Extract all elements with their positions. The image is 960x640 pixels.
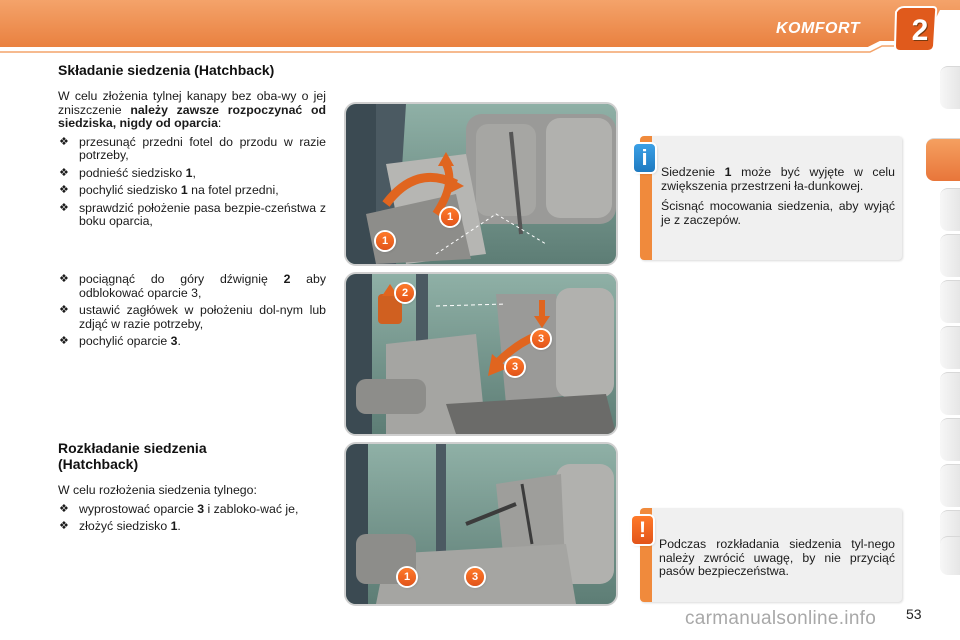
folding-steps-b [58,273,326,349]
chapter-tab-9[interactable] [940,464,960,507]
seat-photo-3 [344,442,618,606]
chapter-tab-8[interactable] [940,418,960,461]
unfolding-steps [58,503,326,534]
list-item [58,184,326,198]
step-text: . [177,519,181,533]
step-text: złożyć siedzisko [79,519,171,533]
list-item [58,304,326,331]
step-ref: 1 [185,165,193,180]
unfolding-title: Rozkładanie siedzenia (Hatchback) [58,440,207,472]
step-text: podnieść siedzisko [79,165,186,180]
folding-section-b [58,273,326,353]
info-ref: 1 [724,165,732,179]
bullet-icon: ❖ [59,166,69,179]
chapter-tab-11[interactable] [940,536,960,575]
watermark: carmanualsonline.info [685,608,877,629]
bullet-icon: ❖ [59,335,69,347]
callout-3b: 3 [466,568,484,586]
step-text: . [177,334,181,348]
page-header [0,0,960,56]
step-text: pociągnąć do góry dźwignię [79,272,284,286]
seat-photo-2 [344,272,618,436]
step-text: na fotel przedni, [187,183,279,197]
warning-text: Podczas rozkładania siedzenia tyl-nego należy zwrócić uwagę, by nie przyciąć pasów bezpieczeństwa. [659,537,895,578]
chapter-tab-5[interactable] [940,280,960,323]
chapter-number: 2 [911,14,929,47]
info-paragraph-1 [661,166,895,193]
chapter-tab-1[interactable] [940,66,960,109]
folding-title: Składanie siedzenia (Hatchback) [58,62,275,78]
step-ref: 3 [170,334,178,348]
page-number: 53 [906,606,922,622]
step-text: sprawdzić położenie pasa bezpie-czeństwa z boku oparcia, [79,200,326,228]
list-item [58,335,326,349]
callout-3a: 1 [398,568,416,586]
intro-text: W celu złożenia tylnej kanapy bez oba-wy o jej zniszczenie [58,89,326,117]
folding-section [58,62,326,233]
step-text: , [192,165,196,180]
folding-steps-a [58,136,326,229]
step-ref: 1 [180,183,188,197]
info-text-2: może być wyjęte w celu zwiększenia przestrzeni ła-dunkowej. [661,165,895,193]
step-text: wyprostować oparcie [79,501,198,516]
bullet-icon: ❖ [59,135,69,148]
callout-1a: 1 [376,232,394,250]
callout-2b: 3 [532,330,550,348]
list-item [58,167,326,181]
info-icon: i [634,144,655,172]
chapter-tab-7[interactable] [940,372,960,415]
chapter-tabs [926,66,960,578]
seat-illustration-2 [346,274,616,434]
chapter-title: KOMFORT [775,20,861,37]
step-text: przesunąć przedni fotel do przodu w razie potrzeby, [79,134,326,162]
callout-1b: 1 [441,208,459,226]
intro-bold: należy zawsze rozpoczynać od siedziska, nigdy od oparcia [58,102,327,130]
warning-icon: ! [632,516,653,544]
list-item [58,503,326,517]
chapter-tab-3[interactable] [940,188,960,231]
list-item [58,136,326,163]
bullet-icon: ❖ [59,273,69,285]
step-text: aby odblokować oparcie 3, [79,272,326,300]
seat-photo-1 [344,102,618,266]
step-ref: 3 [197,501,205,516]
intro-colon: : [217,116,222,130]
unfolding-section [58,440,326,538]
info-paragraph-2: Ścisnąć mocowania siedzenia, aby wyjąć je z zaczepów. [661,199,895,227]
bullet-icon: ❖ [59,520,69,532]
step-text: ustawić zagłówek w położeniu dol-nym lub zdjąć w razie potrzeby, [79,303,326,331]
info-text [661,166,895,234]
chapter-tab-2-active[interactable] [926,138,960,181]
bullet-icon: ❖ [59,502,69,515]
bullet-icon: ❖ [59,201,69,214]
step-text: pochylić oparcie [79,334,171,348]
folding-intro [58,90,326,131]
chapter-tab-6[interactable] [940,326,960,369]
unfolding-intro: W celu rozłożenia siedzenia tylnego: [58,483,257,497]
step-text: pochylić siedzisko [79,183,181,197]
step-ref: 1 [170,519,178,533]
step-ref: 2 [283,272,291,286]
list-item [58,202,326,229]
callout-2a: 2 [396,284,414,302]
callout-2c: 3 [506,358,524,376]
chapter-tab-4[interactable] [940,234,960,277]
bullet-icon: ❖ [59,184,69,196]
info-text-1: Siedzenie [661,165,725,179]
bullet-icon: ❖ [59,304,69,316]
list-item [58,273,326,300]
list-item [58,520,326,534]
step-text: i zabloko-wać je, [204,501,299,516]
